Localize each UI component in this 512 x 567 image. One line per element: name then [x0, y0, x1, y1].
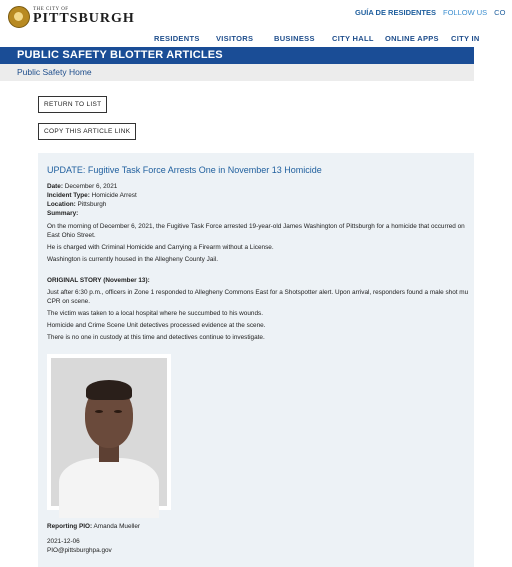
mugshot-photo — [51, 358, 167, 506]
page-title: PUBLIC SAFETY BLOTTER ARTICLES — [17, 49, 223, 61]
nav-business[interactable]: BUSINESS — [274, 34, 315, 43]
original-line-1: Just after 6:30 p.m., officers in Zone 1 responded to Allegheny Commons East for a Shotspotter alert. Upon arrival, responders found a male shot mu — [47, 289, 469, 296]
brand-name: PITTSBURGH — [33, 11, 135, 26]
breadcrumb-bar — [0, 64, 474, 81]
custody-text: There is no one in custody at this time and detectives continue to investigate. — [47, 334, 265, 341]
page-title-bar — [0, 47, 474, 64]
incident-row — [47, 191, 487, 200]
location-value: Pittsburgh — [77, 201, 107, 208]
pio-label: Reporting PIO: — [47, 523, 93, 530]
incident-type-label: Incident Type: — [47, 192, 90, 199]
nav-city-info[interactable]: CITY IN — [451, 34, 480, 43]
charged-text: He is charged with Criminal Homicide and Carrying a Firearm without a License. — [47, 244, 274, 251]
date-row — [47, 182, 487, 191]
evidence-text: Homicide and Crime Scene Unit detectives processed evidence at the scene. — [47, 322, 266, 329]
city-logo[interactable] — [33, 7, 135, 26]
city-seal-icon[interactable] — [8, 6, 30, 28]
victim-text: The victim was taken to a local hospital where he succumbed to his wounds. — [47, 310, 263, 317]
housed-text: Washington is currently housed in the Allegheny County Jail. — [47, 256, 218, 263]
copy-article-link-button[interactable]: COPY THIS ARTICLE LINK — [38, 123, 136, 140]
summary-line-1: On the morning of December 6, 2021, the Fugitive Task Force arrested 19-year-old James Washington of Pittsburgh for a homicide that occurred on — [47, 223, 465, 230]
nav-visitors[interactable]: VISITORS — [216, 34, 254, 43]
summary-label-row — [47, 209, 487, 218]
original-line-2: CPR on scene. — [47, 298, 90, 305]
date-label: Date: — [47, 183, 63, 190]
follow-us-link[interactable]: FOLLOW US — [442, 8, 488, 17]
pio-email-link[interactable]: PIO@pittsburghpa.gov — [47, 547, 112, 554]
article-title: UPDATE: Fugitive Task Force Arrests One in November 13 Homicide — [47, 165, 322, 175]
original-story-label-row — [47, 276, 487, 285]
brand-small-text: THE CITY OF — [33, 7, 69, 12]
summary-label: Summary: — [47, 210, 79, 217]
article-body — [47, 182, 487, 342]
article-panel — [38, 153, 474, 567]
summary-line-2: East Ohio Street. — [47, 232, 96, 239]
nav-city-hall[interactable]: CITY HALL — [332, 34, 374, 43]
site-header — [0, 0, 506, 46]
incident-type-value: Homicide Arrest — [91, 192, 137, 199]
public-safety-home-link[interactable]: Public Safety Home — [17, 67, 92, 77]
date-value: December 6, 2021 — [64, 183, 118, 190]
utility-link-co[interactable]: CO — [494, 8, 506, 17]
guia-de-residentes-link[interactable]: GUÍA DE RESIDENTES — [355, 8, 436, 17]
location-label: Location: — [47, 201, 76, 208]
mugshot-frame — [47, 354, 171, 510]
location-row — [47, 200, 487, 209]
pio-name: Amanda Mueller — [93, 523, 141, 530]
nav-online-apps[interactable]: ONLINE APPS — [385, 34, 439, 43]
original-story-label: ORIGINAL STORY (November 13): — [47, 277, 150, 284]
pio-row — [47, 522, 140, 531]
posted-date: 2021-12-06 — [47, 538, 80, 545]
return-to-list-button[interactable]: RETURN TO LIST — [38, 96, 107, 113]
article-footer — [47, 522, 140, 555]
utility-nav — [355, 8, 512, 17]
nav-residents[interactable]: RESIDENTS — [154, 34, 200, 43]
